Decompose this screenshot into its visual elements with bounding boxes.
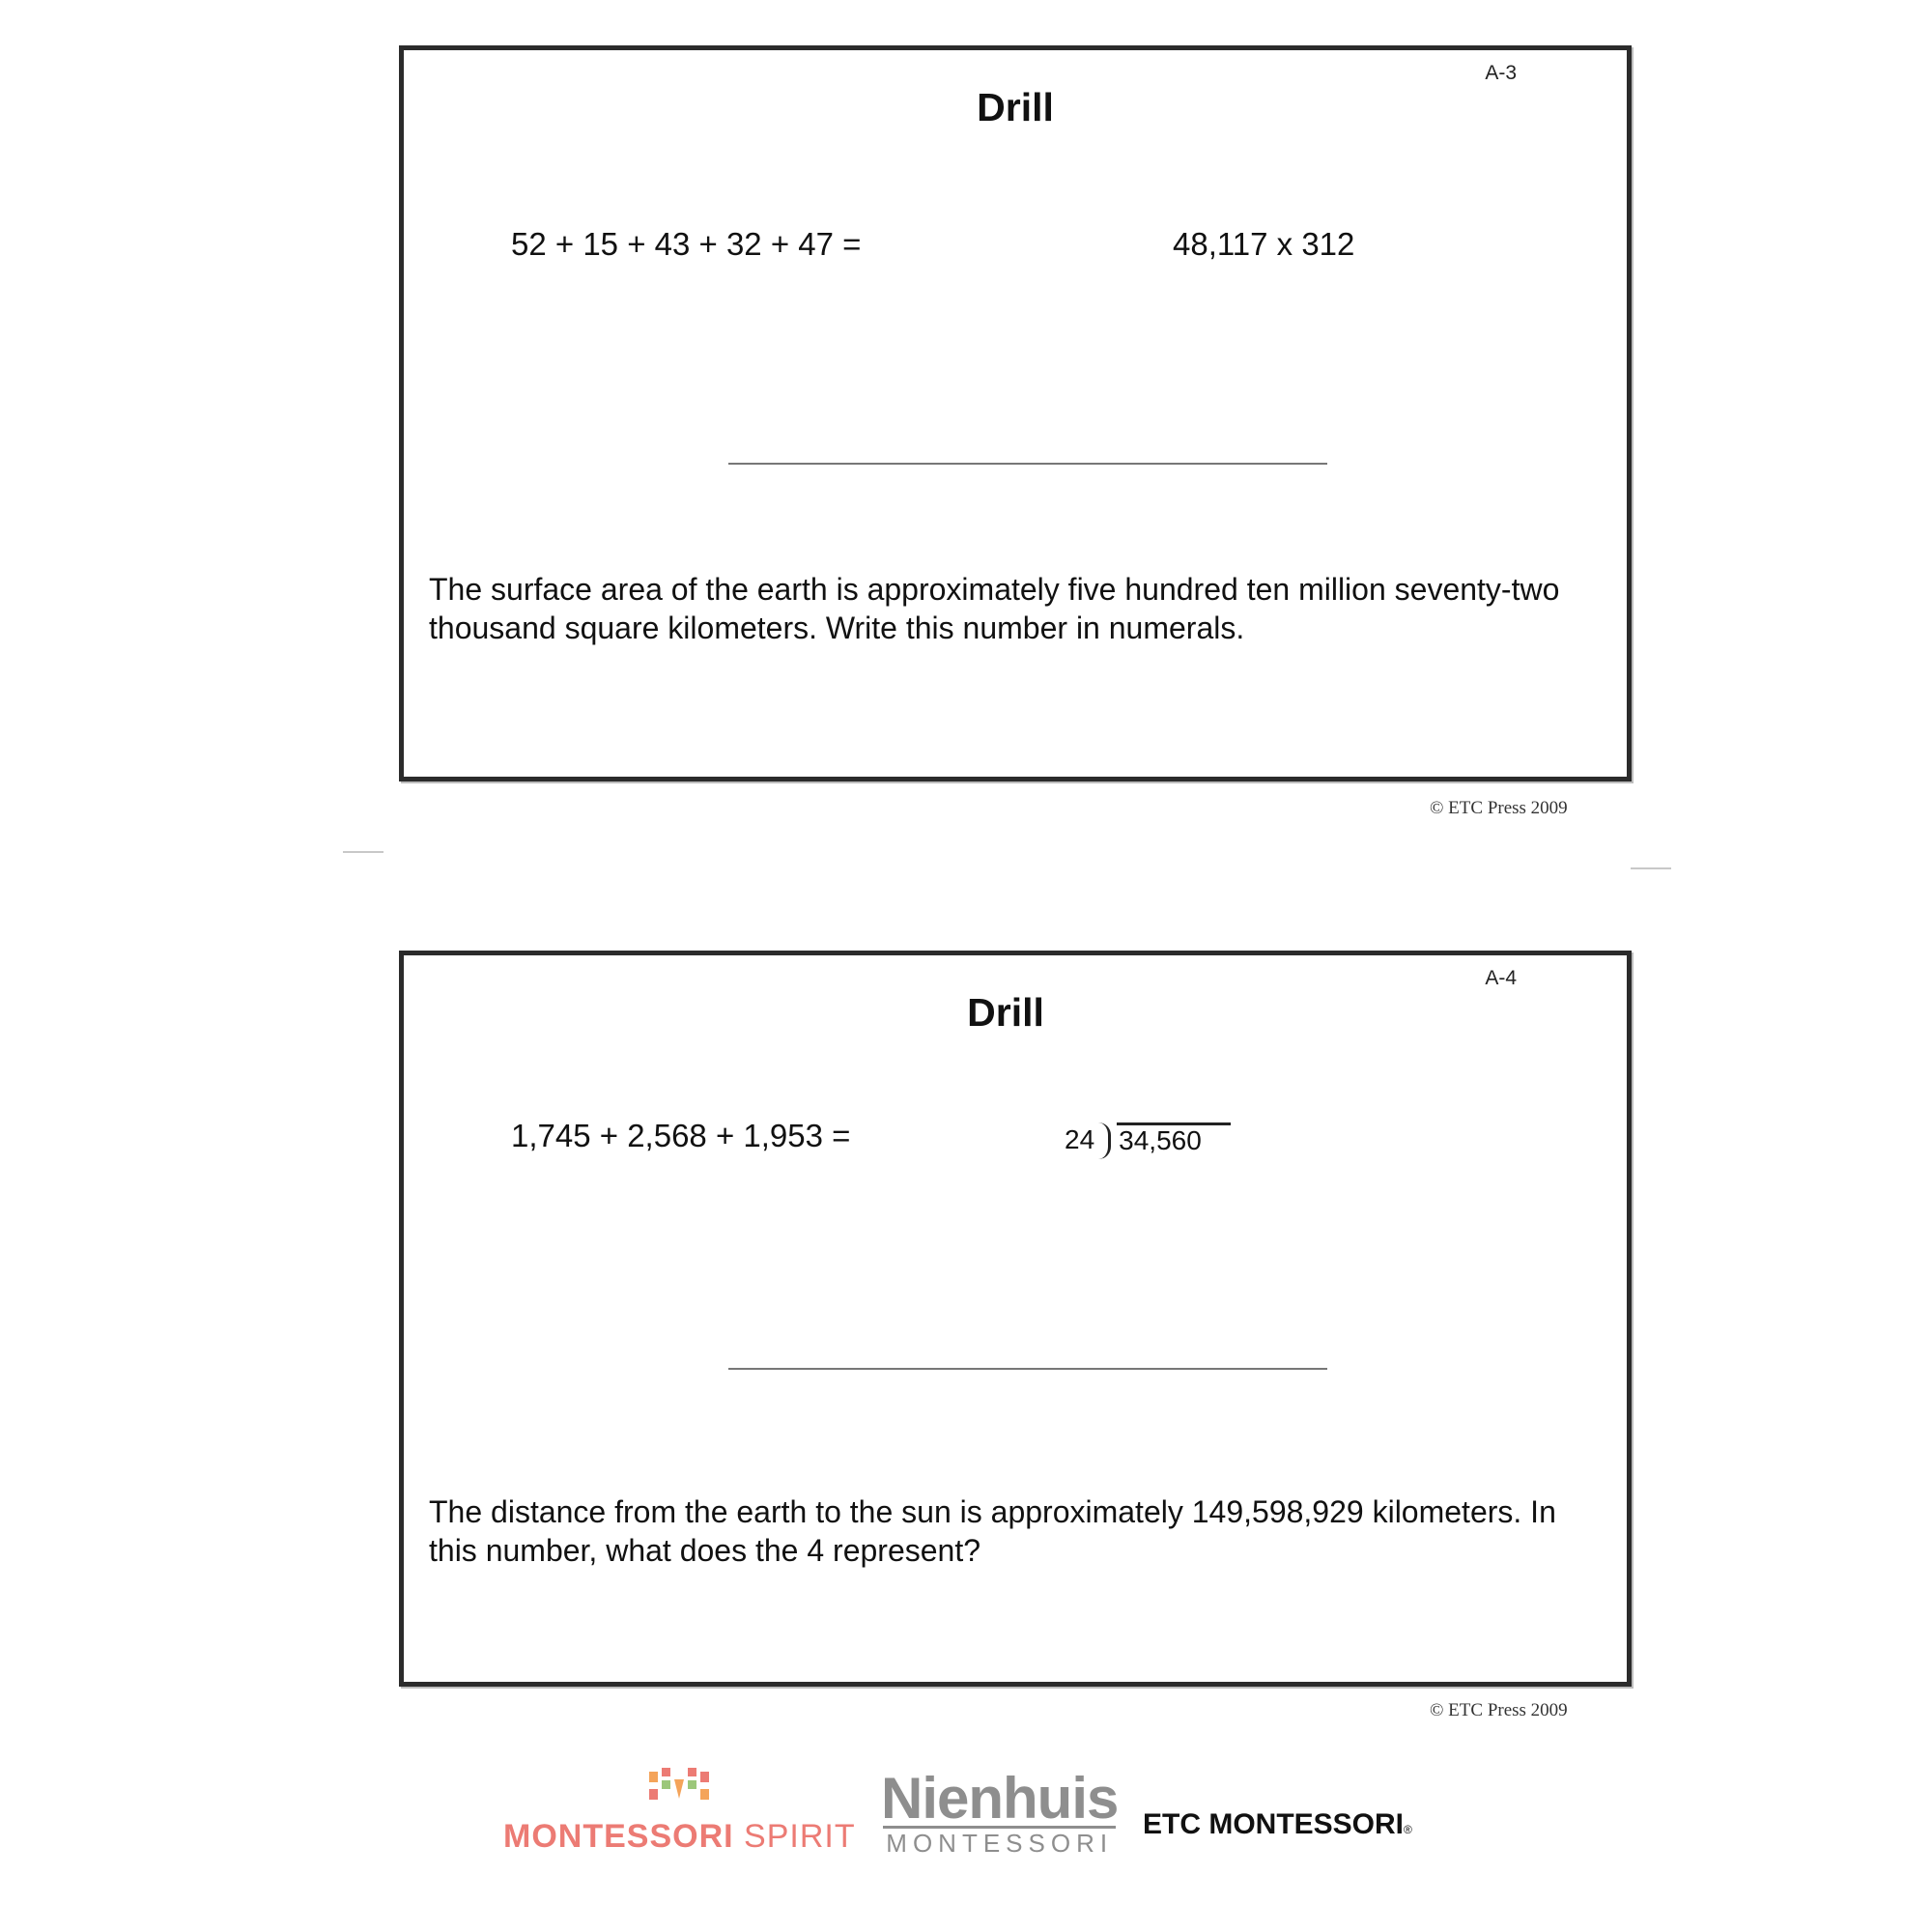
nienhuis-logo [881, 1766, 1119, 1858]
answer-line [728, 463, 1327, 465]
registered-mark: ® [1404, 1823, 1412, 1836]
copyright-note: © ETC Press 2009 [1430, 798, 1568, 818]
card-title: Drill [967, 990, 1044, 1035]
cut-mark-left [343, 851, 384, 853]
montessori-spirit-logo [503, 1766, 856, 1856]
drill-card-a4 [399, 951, 1632, 1687]
drill-card-a3 [399, 45, 1632, 781]
card-code: A-4 [1485, 967, 1517, 989]
answer-line [728, 1368, 1327, 1370]
addition-problem: 52 + 15 + 43 + 32 + 47 = [511, 226, 862, 262]
etc-name: ETC MONTESSORI [1143, 1808, 1405, 1840]
nienhuis-name: Nienhuis [881, 1766, 1119, 1831]
montessori-spirit-mark-icon [647, 1766, 711, 1810]
partner-logos [0, 1766, 1932, 1882]
card-code: A-3 [1485, 62, 1517, 84]
logo-word-spirit: SPIRIT [744, 1818, 856, 1855]
copyright-note: © ETC Press 2009 [1430, 1700, 1568, 1720]
logo-word-montessori: MONTESSORI [503, 1818, 734, 1855]
etc-montessori-logo [1143, 1808, 1412, 1841]
word-problem: The distance from the earth to the sun is approximately 149,598,929 kilometers. In this number, what does the 4 represent? [429, 1494, 1556, 1569]
dividend: 34,560 [1117, 1122, 1231, 1156]
multiplication-problem: 48,117 x 312 [1173, 226, 1355, 262]
word-problem: The surface area of the earth is approximately five hundred ten million seventy-two thousand square kilometers. Write this number in numerals. [429, 572, 1560, 646]
cut-mark-right [1631, 867, 1671, 869]
divisor: 24 [1065, 1124, 1095, 1154]
division-bracket [1098, 1122, 1111, 1159]
addition-problem: 1,745 + 2,568 + 1,953 = [511, 1118, 851, 1153]
long-division-problem [1065, 1122, 1231, 1159]
card-title: Drill [977, 85, 1054, 129]
nienhuis-subtitle: MONTESSORI [886, 1829, 1114, 1858]
